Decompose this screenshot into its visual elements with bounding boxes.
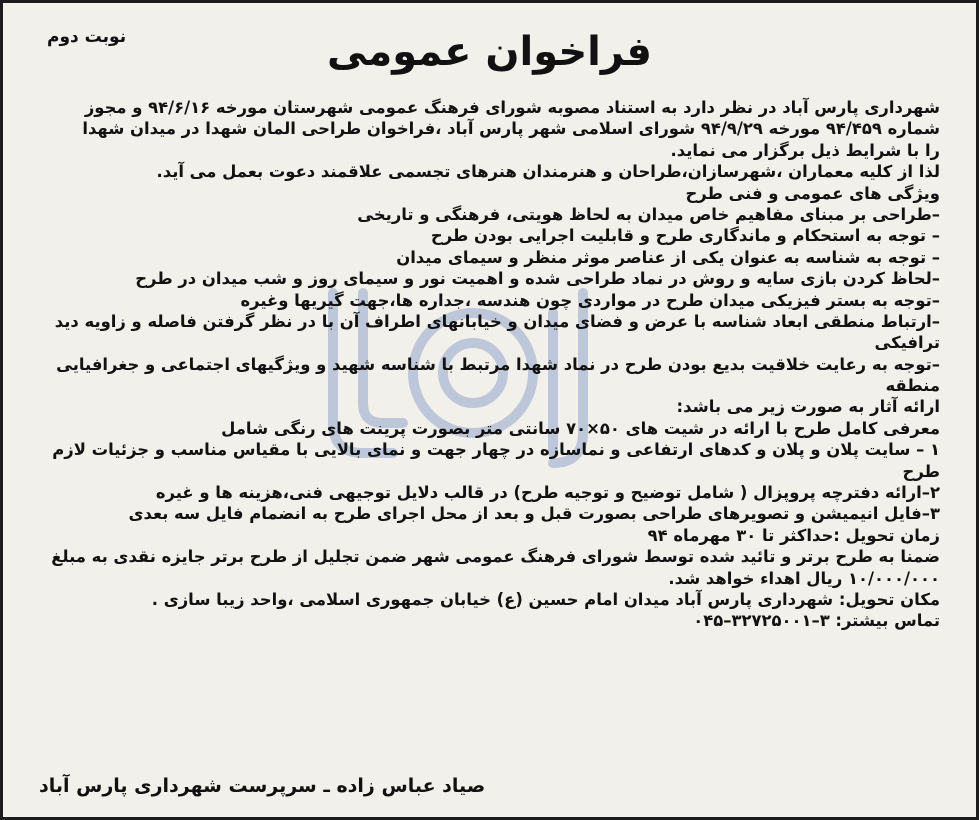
page-title: فراخوان عمومی	[327, 29, 652, 75]
text-line: را با شرایط ذیل برگزار می نماید.	[670, 140, 940, 160]
list-item: – توجه به استحکام و ماندگاری طرح و قابلیت اجرایی بودن طرح	[430, 226, 940, 246]
numbered-item: ۱ – سایت پلان و پلان و کدهای ارتفاعی و نماسازه در چهار جهت و نمای بالایی با مقیاس مناسب و جزئیات لازم	[52, 440, 940, 460]
text-line: شهرداری پارس آباد در نظر دارد به استناد مصوبه شورای فرهنگ عمومی شهرستان مورخه ۹۴/۶/۱۶ و مجوز	[84, 98, 940, 117]
list-item: – توجه به شناسه به عنوان یکی از عناصر موثر منظر و سیمای میدان	[396, 247, 940, 267]
numbered-item: ۲–ارائه دفترچه پروپزال ( شامل توضیح و توجیه طرح) در قالب دلایل توجیهی فنی،هزینه ها و غیره	[155, 483, 940, 503]
numbered-item: ۳–فایل انیمیشن و تصویرهای طراحی بصورت قبل و بعد از محل اجرای طرح به انضمام فایل سه بعدی	[128, 504, 940, 524]
list-item-continuation: منطقه	[885, 376, 940, 396]
delivery-deadline: زمان تحویل :حداکثر تا ۳۰ مهرماه ۹۴	[647, 525, 940, 545]
round-label: نوبت دوم	[47, 27, 127, 47]
list-item: –توجه به بستر فیزیکی میدان طرح در مواردی چون هندسه ،جداره ها،جهت گیریها وغیره	[240, 290, 940, 310]
list-item: –توجه به رعایت خلاقیت بدیع بودن طرح در نماد شهدا مرتبط با شناسه شهید و ویژگیهای اجتماعی و جغرافیایی	[56, 354, 940, 374]
section-heading: ارائه آثار به صورت زیر می باشد:	[676, 397, 940, 417]
list-item: –طراحی بر مبنای مفاهیم خاص میدان به لحاظ هویتی، فرهنگی و تاریخی	[357, 204, 940, 224]
section-heading: ویژگی های عمومی و فنی طرح	[685, 183, 940, 203]
list-item: –ارتباط منطقی ابعاد شناسه با عرض و فضای میدان و خیابانهای اطراف آن با در نظر گرفتن فاصله و زاویه دید	[54, 311, 940, 331]
list-item-continuation: ترافیکی	[874, 333, 940, 353]
contact-phone: تماس بیشتر: ۳–۳۲۷۲۵۰۰۱–۰۴۵	[693, 611, 940, 631]
text-line: لذا از کلیه معماران ،شهرسازان،طراحان و هنرمندان هنرهای تجسمی علاقمند دعوت بعمل می آید.	[156, 162, 940, 182]
signature: صیاد عباس زاده ـ سرپرست شهرداری پارس آباد	[39, 775, 486, 797]
delivery-location: مکان تحویل: شهرداری پارس آباد میدان امام حسین (ع) خیابان جمهوری اسلامی ،واحد زیبا سازی .	[151, 589, 940, 609]
text-line: معرفی کامل طرح با ارائه در شیت های ۵۰×۷۰ سانتی متر بصورت پرینت های رنگی شامل	[221, 418, 940, 438]
list-item: –لحاظ کردن بازی سایه و روش در نماد طراحی شده و اهمیت نور و سیمای روز و شب میدان در طرح	[135, 269, 940, 289]
prize-text: ضمنا به طرح برتر و تائید شده توسط شورای فرهنگ عمومی شهر ضمن تجلیل از طرح برتر جایزه نقدی به مبلغ	[51, 547, 940, 567]
prize-amount: ۱۰/۰۰۰/۰۰۰ ریال اهداء خواهد شد.	[668, 568, 940, 588]
numbered-item-continuation: طرح	[902, 461, 940, 481]
text-line: شماره ۹۴/۴۵۹ مورخه ۹۴/۹/۲۹ شورای اسلامی شهر پارس آباد ،فراخوان طراحی المان شهدا در میدان شهدا	[82, 119, 940, 139]
announcement-body	[39, 97, 940, 632]
